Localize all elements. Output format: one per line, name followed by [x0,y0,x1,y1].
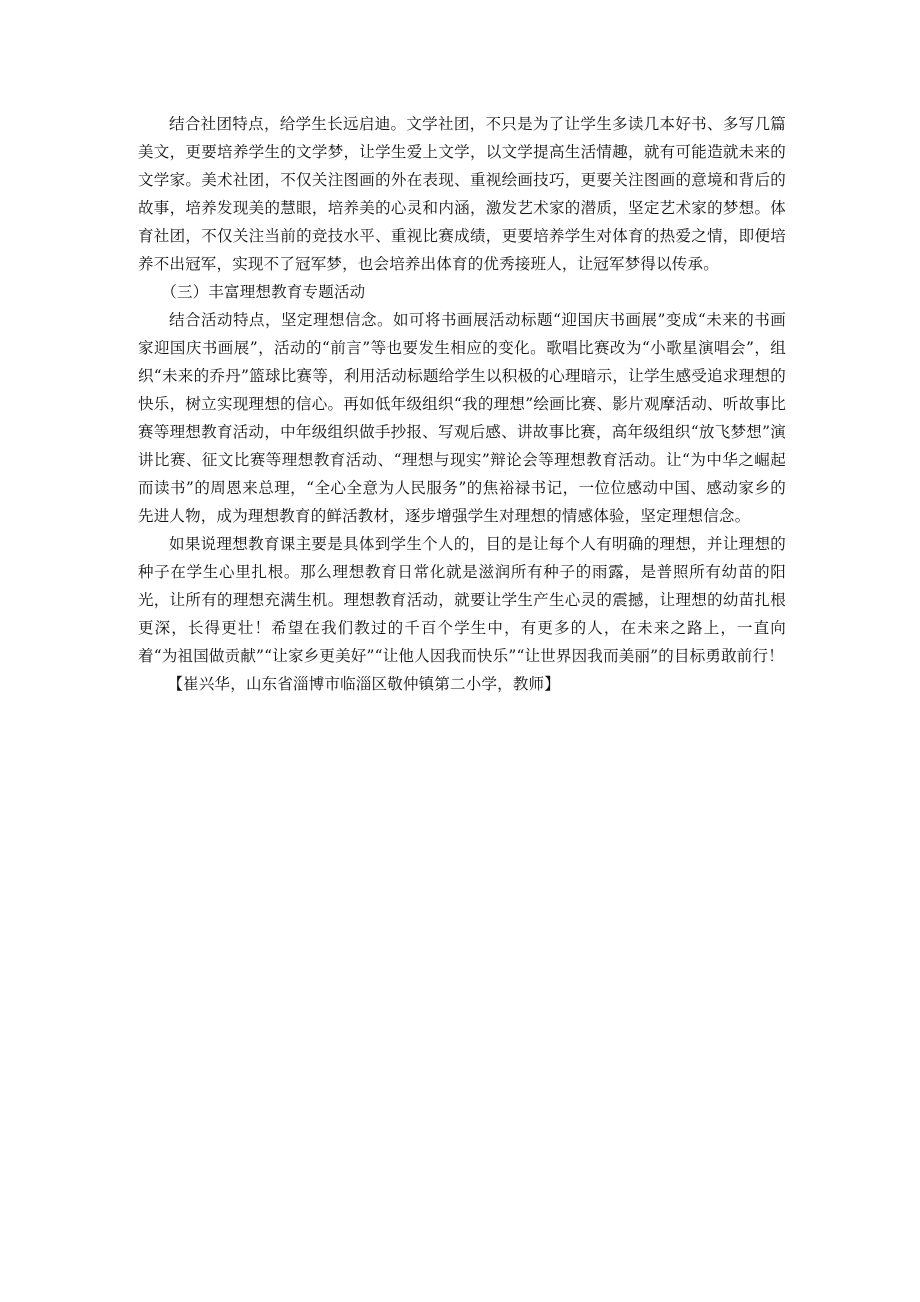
document-page [138,110,786,698]
paragraph-club-guidance: 结合社团特点，给学生长远启迪。文学社团，不只是为了让学生多读几本好书、多写几篇美文，更要培养学生的文学梦，让学生爱上文学，以文学提高生活情趣，就有可能造就未来的文学家。美术社团，不仅关注图画的外在表现、重视绘画技巧，更要关注图画的意境和背后的故事，培养发现美的慧眼，培养美的心灵和内涵，激发艺术家的潜质，坚定艺术家的梦想。体育社团，不仅关注当前的竞技水平、重视比赛成绩，更要培养学生对体育的热爱之情，即便培养不出冠军，实现不了冠军梦，也会培养出体育的优秀接班人，让冠军梦得以传承。 [138,115,786,273]
paragraph-conclusion: 如果说理想教育课主要是具体到学生个人的，目的是让每个人有明确的理想，并让理想的种子在学生心里扎根。那么理想教育日常化就是滋润所有种子的雨露，是普照所有幼苗的阳光，让所有的理想充满生机。理想教育活动，就要让学生产生心灵的震撼，让理想的幼苗扎根更深，长得更壮！希望在我们教过的千百个学生中，有更多的人，在未来之路上，一直向着“为祖国做贡献”“让家乡更美好”“让他人因我而快乐”“让世界因我而美丽”的目标勇敢前行！ [138,535,786,665]
section-heading: （三）丰富理想教育专题活动 [161,283,366,301]
paragraph-activity-features: 结合活动特点，坚定理想信念。如可将书画展活动标题“迎国庆书画展”变成“未来的书画家迎国庆书画展”，活动的“前言”等也要发生相应的变化。歌唱比赛改为“小歌星演唱会”，组织“未来的乔丹”篮球比赛等，利用活动标题给学生以积极的心理暗示，让学生感受追求理想的快乐，树立实现理想的信心。再如低年级组织“我的理想”绘画比赛、影片观摩活动、听故事比赛等理想教育活动，中年级组织做手抄报、写观后感、讲故事比赛，高年级组织“放飞梦想”演讲比赛、征文比赛等理想教育活动、“理想与现实”辩论会等理想教育活动。让“为中华之崛起而读书”的周恩来总理，“全心全意为人民服务”的焦裕禄书记，一位位感动中国、感动家乡的先进人物，成为理想教育的鲜活教材，逐步增强学生对理想的情感体验，坚定理想信念。 [138,311,786,525]
author-byline: 【崔兴华，山东省淄博市临淄区敬仲镇第二小学，教师】 [167,675,560,693]
